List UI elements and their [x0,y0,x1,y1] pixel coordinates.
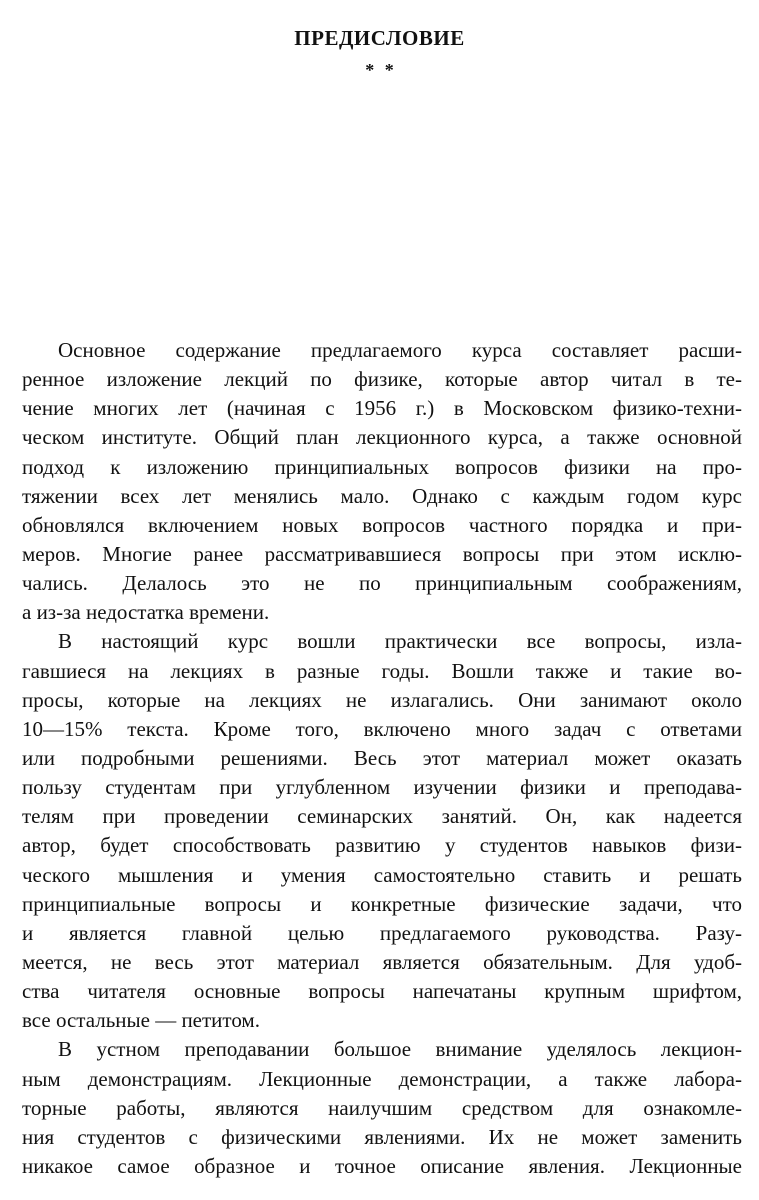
text-line: меется, не весь этот материал является обязательным. Для удоб- [22,949,742,974]
text-line: пользу студентам при углубленном изучении физики и преподава- [22,775,742,800]
text-line: ческом институте. Общий план лекционного курса, а также основной [22,425,742,450]
text-line: и является главной целью предлагаемого руководства. Разу- [22,920,742,945]
text-line: все остальные — петитом. [22,1008,260,1033]
text-line: В настоящий курс вошли практически все вопросы, изла- [58,629,742,654]
text-line: просы, которые на лекциях не излагались. Они занимают около [22,687,742,712]
text-line: гавшиеся на лекциях в разные годы. Вошли также и такие во- [22,658,742,683]
text-line: ческого мышления и умения самостоятельно ставить и решать [22,862,742,887]
page-title: ПРЕДИСЛОВИЕ [294,26,465,50]
ornament: * * [365,60,394,80]
text-line: ным демонстрациям. Лекционные демонстрации, а также лабора- [22,1066,742,1091]
text-line: ства читателя основные вопросы напечатаны крупным шрифтом, [22,979,742,1004]
text-line: торные работы, являются наилучшим средством для ознакомле- [22,1095,742,1120]
text-line: ренное изложение лекций по физике, которые автор читал в те- [22,367,742,392]
text-line: тяжении всех лет менялись мало. Однако с каждым годом курс [22,483,742,508]
preface-text [22,336,742,1181]
text-line: чение многих лет (начиная с 1956 г.) в Московском физико-техни- [22,396,742,421]
text-line: подход к изложению принципиальных вопросов физики на про- [22,454,742,479]
text-line: телям при проведении семинарских занятий. Он, как надеется [22,804,742,829]
text-line: ния студентов с физическими явлениями. Их не может заменить [22,1124,742,1149]
text-line: а из-за недостатка времени. [22,600,270,625]
text-line: никакое самое образное и точное описание явления. Лекционные [22,1153,742,1178]
text-line: принципиальные вопросы и конкретные физические задачи, что [22,891,742,916]
text-line: Основное содержание предлагаемого курса составляет расши- [58,338,742,362]
text-line: 10—15% текста. Кроме того, включено много задач с ответами [22,716,742,741]
text-line: чались. Делалось это не по принципиальным соображениям, [22,571,742,596]
text-line: обновлялся включением новых вопросов частного порядка и при- [22,512,742,537]
text-line: меров. Многие ранее рассматривавшиеся вопросы при этом исклю- [22,541,742,566]
text-line: В устном преподавании большое внимание уделялось лекцион- [58,1037,742,1062]
text-line: автор, будет способствовать развитию у студентов навыков физи- [22,833,742,858]
text-line: или подробными решениями. Весь этот материал может оказать [22,745,742,770]
